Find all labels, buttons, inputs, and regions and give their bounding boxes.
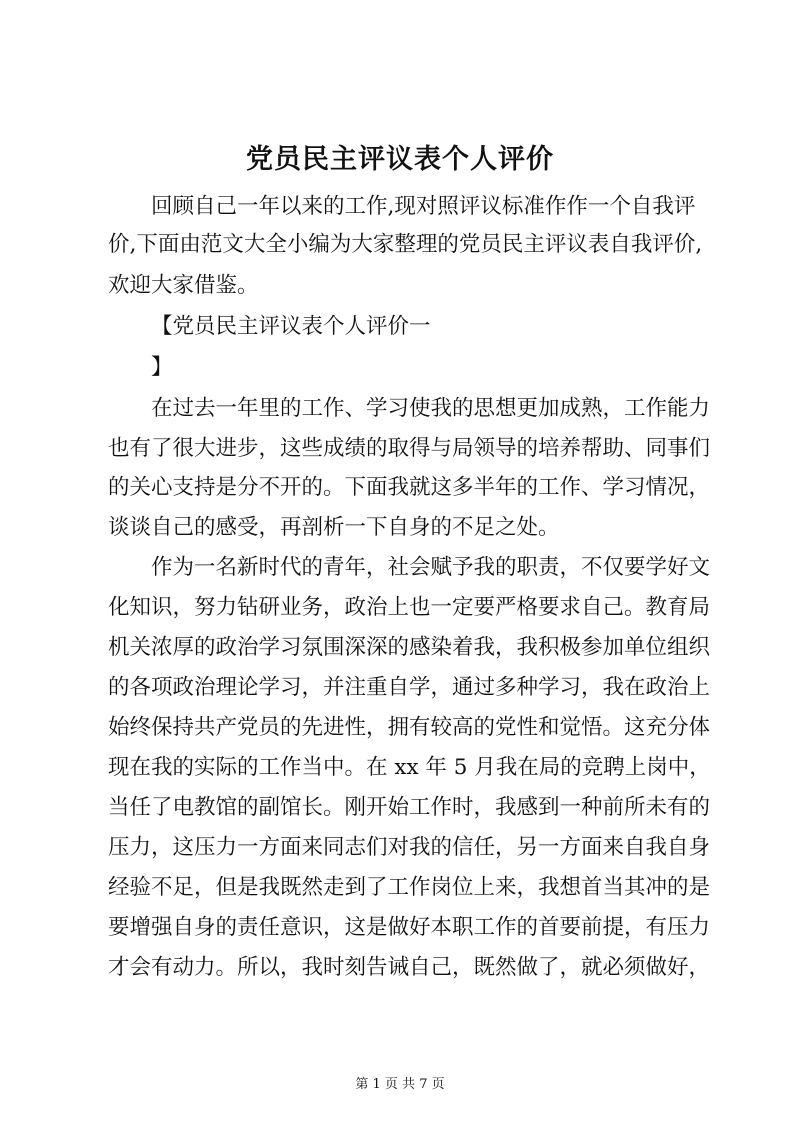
section-heading: 【党员民主评议表个人评价一 <box>151 314 431 339</box>
paragraph-line: 价,下面由范文大全小编为大家整理的党员民主评议表自我评价, <box>108 232 703 257</box>
paragraph-line: 要增强自身的责任意识，这是做好本职工作的首要前提，有压力 <box>108 915 711 940</box>
paragraph-line: 机关浓厚的政治学习氛围深深的感染着我，我积极参加单位组织 <box>108 635 711 660</box>
paragraph-line: 回顾自己一年以来的工作,现对照评议标准作作一个自我评 <box>151 194 696 219</box>
paragraph-line: 作为一名新时代的青年，社会赋予我的职责，不仅要学好文 <box>151 555 711 580</box>
paragraph-line: 的各项政治理论学习，并注重自学，通过多种学习，我在政治上 <box>108 675 711 700</box>
paragraph-line: 当任了电教馆的副馆长。刚开始工作时，我感到一种前所未有的 <box>108 795 711 820</box>
paragraph-line: 经验不足，但是我既然走到了工作岗位上来，我想首当其冲的是 <box>108 875 711 900</box>
paragraph-line: 谈谈自己的感受，再剖析一下自身的不足之处。 <box>108 515 560 540</box>
paragraph-line: 现在我的实际的工作当中。在 xx 年 5 月我在局的竞聘上岗中， <box>108 755 711 780</box>
paragraph-line: 始终保持共产党员的先进性，拥有较高的党性和觉悟。这充分体 <box>108 715 711 740</box>
paragraph-line: 化知识，努力钻研业务，政治上也一定要严格要求自己。教育局 <box>108 595 711 620</box>
paragraph-line: 压力，这压力一方面来同志们对我的信任，另一方面来自我自身 <box>108 835 711 860</box>
paragraph-line: 才会有动力。所以，我时刻告诫自己，既然做了，就必须做好， <box>108 955 711 980</box>
paragraph-line: 欢迎大家借鉴。 <box>108 273 259 298</box>
paragraph-line: 也有了很大进步，这些成绩的取得与局领导的培养帮助、同事们 <box>108 436 711 461</box>
paragraph-line: 在过去一年里的工作、学习使我的思想更加成熟，工作能力 <box>151 396 711 421</box>
page-number: 第 1 页 共 7 页 <box>355 1077 445 1092</box>
page-title: 党员民主评议表个人评价 <box>246 144 554 175</box>
paragraph-line: 的关心支持是分不开的。下面我就这多半年的工作、学习情况， <box>108 475 711 500</box>
section-heading-close: 】 <box>151 355 173 380</box>
